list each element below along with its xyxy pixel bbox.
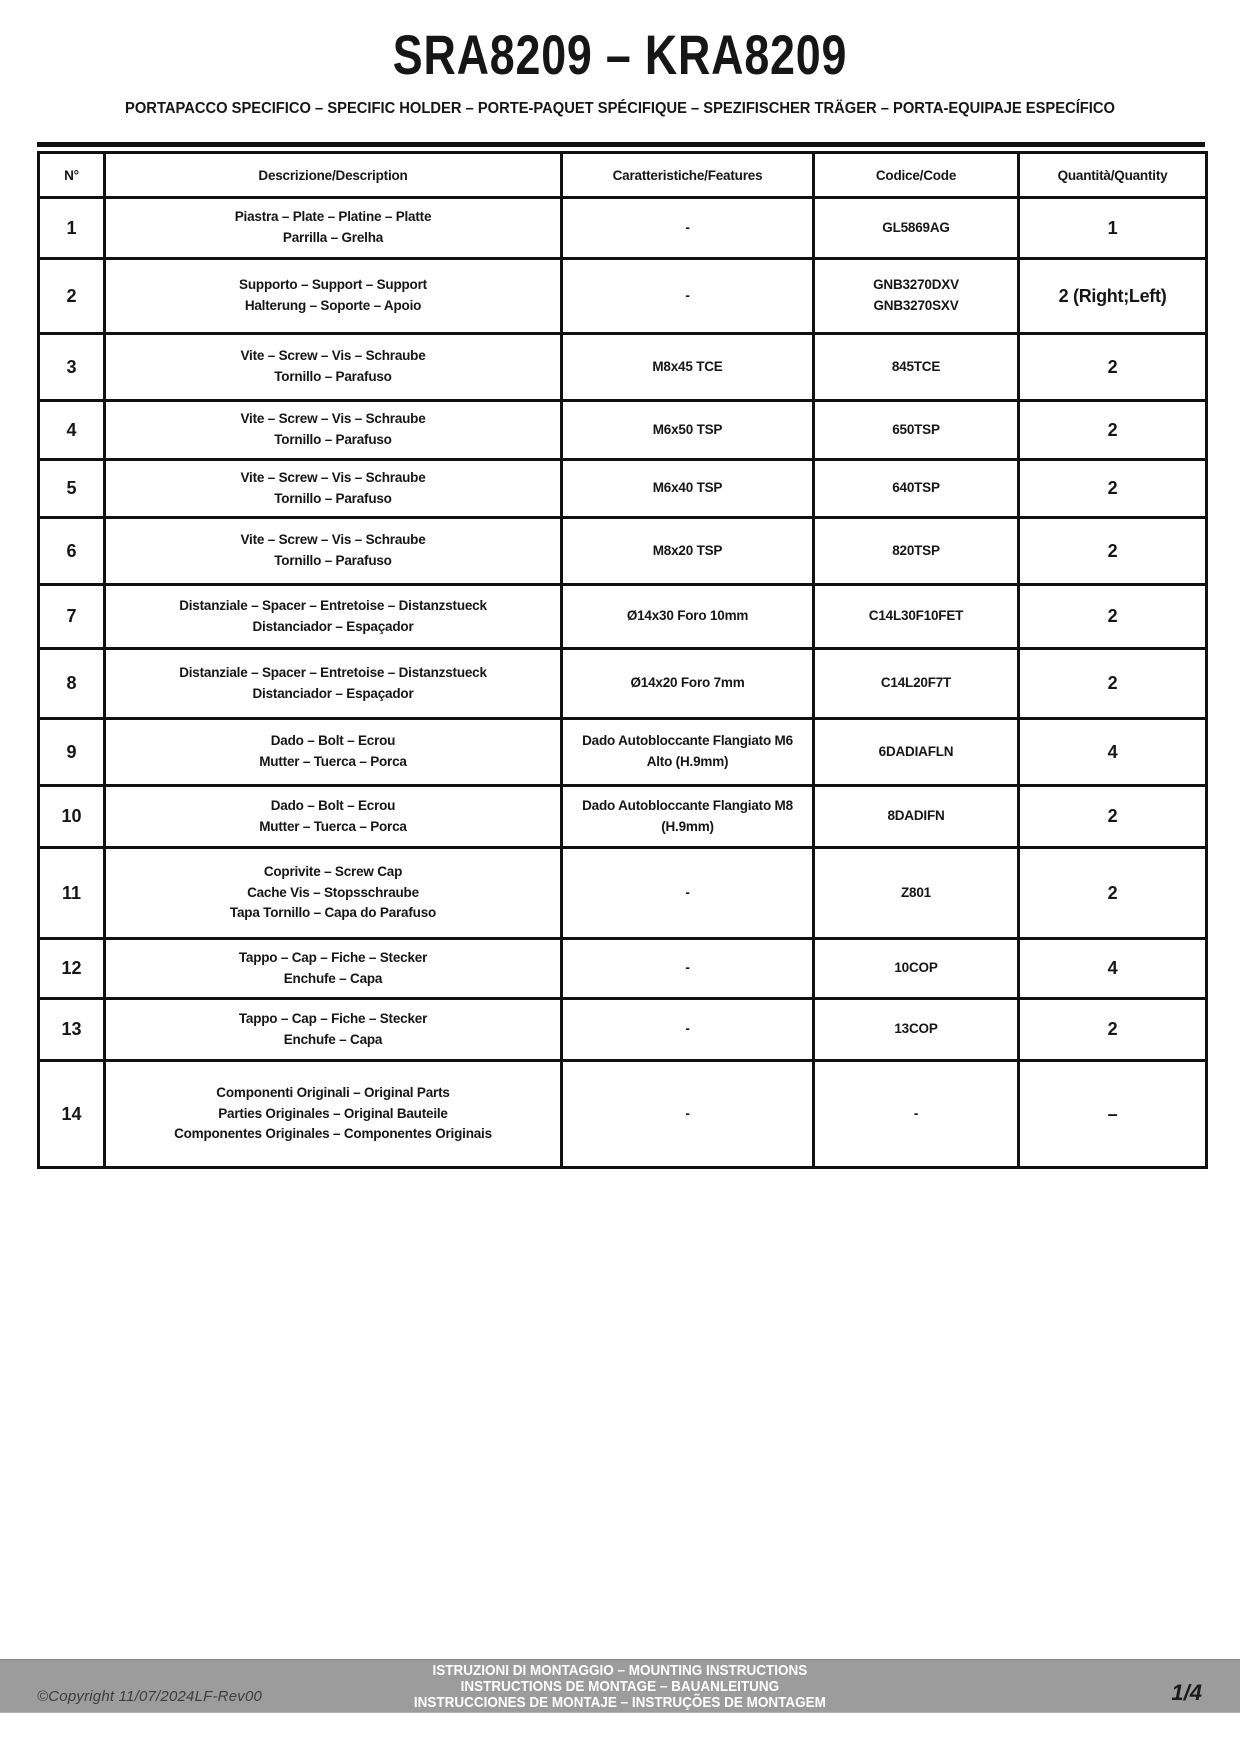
description-cell-line: Componenti Originali – Original Parts bbox=[216, 1084, 450, 1100]
features-cell-line: Dado Autobloccante Flangiato M8 bbox=[582, 797, 793, 813]
code-cell-line: 6DADIAFLN bbox=[878, 743, 954, 759]
features-cell bbox=[562, 585, 814, 649]
description-cell-line: Mutter – Tuerca – Porca bbox=[259, 818, 407, 834]
code-cell bbox=[814, 1061, 1019, 1168]
description-cell-line: Componentes Originales – Componentes Originais bbox=[174, 1126, 492, 1142]
table-row bbox=[39, 401, 1207, 460]
description-cell-line: Tornillo – Parafuso bbox=[274, 490, 392, 506]
quantity-cell: 1 bbox=[1019, 198, 1207, 259]
row-number-cell: 4 bbox=[39, 401, 105, 460]
features-cell-line: M8x45 TCE bbox=[652, 358, 723, 374]
description-cell-line: Distanciador – Espaçador bbox=[252, 618, 414, 634]
description-cell bbox=[105, 649, 562, 719]
quantity-cell: 2 bbox=[1019, 649, 1207, 719]
code-cell-line: - bbox=[913, 1105, 919, 1121]
description-cell-line: Tornillo – Parafuso bbox=[274, 432, 392, 447]
code-cell bbox=[814, 460, 1019, 518]
code-cell bbox=[814, 786, 1019, 848]
description-cell-line: Vite – Screw – Vis – Schraube bbox=[240, 348, 426, 364]
page-subtitle-text: PORTAPACCO SPECIFICO – SPECIFIC HOLDER – PORTE-PAQUET SPÉCIFIQUE – SPEZIFISCHER TRÄGER – PORTA-EQUIPAJE ESPECÍFICO bbox=[125, 100, 1115, 117]
features-cell-line: (H.9mm) bbox=[661, 818, 714, 834]
code-cell-line: 13COP bbox=[894, 1021, 938, 1037]
column-header-code: Codice/Code bbox=[814, 153, 1019, 198]
table-row bbox=[39, 719, 1207, 786]
code-cell-line: 640TSP bbox=[892, 480, 940, 496]
page-subtitle bbox=[0, 100, 1240, 118]
description-cell bbox=[105, 719, 562, 786]
parts-table bbox=[37, 151, 1208, 1169]
features-cell bbox=[562, 518, 814, 585]
quantity-cell: 2 bbox=[1019, 460, 1207, 518]
column-header-quantity: Quantità/Quantity bbox=[1019, 153, 1207, 198]
row-number-cell: 10 bbox=[39, 786, 105, 848]
table-row bbox=[39, 999, 1207, 1061]
row-number-cell: 3 bbox=[39, 334, 105, 401]
description-cell-line: Vite – Screw – Vis – Schraube bbox=[240, 469, 426, 485]
row-number-cell: 11 bbox=[39, 848, 105, 939]
code-cell bbox=[814, 259, 1019, 334]
parts-table-body bbox=[39, 198, 1207, 1168]
features-cell-line: - bbox=[685, 884, 690, 900]
description-cell-line: Distanziale – Spacer – Entretoise – Distanzstueck bbox=[179, 664, 487, 680]
description-cell bbox=[105, 460, 562, 518]
quantity-cell: 2 bbox=[1019, 585, 1207, 649]
description-cell-line: Piastra – Plate – Platine – Platte bbox=[234, 209, 432, 225]
quantity-cell: 4 bbox=[1019, 719, 1207, 786]
code-cell bbox=[814, 334, 1019, 401]
features-cell bbox=[562, 719, 814, 786]
row-number-cell: 7 bbox=[39, 585, 105, 649]
description-cell-line: Coprivite – Screw Cap bbox=[263, 863, 403, 879]
description-cell bbox=[105, 848, 562, 939]
quantity-cell: 2 bbox=[1019, 518, 1207, 585]
code-cell-line: 10COP bbox=[894, 960, 938, 976]
features-cell bbox=[562, 198, 814, 259]
description-cell bbox=[105, 786, 562, 848]
code-cell-line: 650TSP bbox=[892, 421, 940, 437]
features-cell-line: Alto (H.9mm) bbox=[646, 754, 729, 769]
page-title-text: SRA8209 – KRA8209 bbox=[392, 23, 848, 86]
table-row bbox=[39, 585, 1207, 649]
row-number-cell: 6 bbox=[39, 518, 105, 585]
row-number-cell: 5 bbox=[39, 460, 105, 518]
page-number: 1/4 bbox=[1171, 1680, 1202, 1705]
code-cell bbox=[814, 999, 1019, 1061]
row-number-cell: 14 bbox=[39, 1061, 105, 1168]
features-cell-line: - bbox=[685, 1105, 690, 1121]
description-cell bbox=[105, 198, 562, 259]
features-cell bbox=[562, 334, 814, 401]
description-cell bbox=[105, 401, 562, 460]
table-row bbox=[39, 460, 1207, 518]
code-cell-line: Z801 bbox=[901, 884, 931, 900]
table-row bbox=[39, 939, 1207, 999]
code-cell-line: GNB3270DXV bbox=[873, 277, 959, 293]
code-cell-line: C14L30F10FET bbox=[868, 608, 964, 624]
quantity-cell: 2 bbox=[1019, 401, 1207, 460]
quantity-cell: – bbox=[1019, 1061, 1207, 1168]
description-cell-line: Supporto – Support – Support bbox=[239, 277, 427, 293]
description-cell bbox=[105, 999, 562, 1061]
quantity-cell: 2 bbox=[1019, 334, 1207, 401]
features-cell-line: M8x20 TSP bbox=[652, 542, 723, 558]
description-cell-line: Dado – Bolt – Ecrou bbox=[270, 733, 396, 749]
copyright-text: ©Copyright 11/07/2024LF-Rev00 bbox=[37, 1688, 263, 1705]
footer-instructions-text bbox=[414, 1663, 826, 1711]
description-cell-line: Distanziale – Spacer – Entretoise – Distanzstueck bbox=[179, 597, 487, 613]
quantity-cell: 2 bbox=[1019, 848, 1207, 939]
footer-line: ISTRUZIONI DI MONTAGGIO – MOUNTING INSTRUCTIONS bbox=[432, 1662, 808, 1679]
description-cell-line: Tappo – Cap – Fiche – Stecker bbox=[238, 1010, 428, 1026]
features-cell-line: - bbox=[685, 960, 690, 976]
features-cell-line: Ø14x20 Foro 7mm bbox=[630, 675, 745, 691]
features-cell-line: Ø14x30 Foro 10mm bbox=[626, 608, 749, 624]
description-cell-line: Vite – Screw – Vis – Schraube bbox=[240, 532, 426, 548]
description-cell-line: Vite – Screw – Vis – Schraube bbox=[240, 411, 426, 427]
features-cell-line: Dado Autobloccante Flangiato M6 bbox=[582, 733, 793, 749]
features-cell-line: - bbox=[685, 1021, 690, 1037]
features-cell bbox=[562, 939, 814, 999]
row-number-cell: 9 bbox=[39, 719, 105, 786]
page-title bbox=[0, 22, 1240, 87]
features-cell-line: M6x50 TSP bbox=[652, 421, 723, 437]
features-cell-line: - bbox=[685, 219, 690, 235]
quantity-cell: 2 (Right;Left) bbox=[1019, 259, 1207, 334]
table-row bbox=[39, 649, 1207, 719]
code-cell-line: 845TCE bbox=[891, 358, 941, 374]
description-cell-line: Enchufe – Capa bbox=[283, 970, 383, 986]
features-cell bbox=[562, 786, 814, 848]
parts-table-header bbox=[39, 153, 1207, 198]
description-cell-line: Parties Originales – Original Bauteile bbox=[218, 1105, 448, 1121]
quantity-cell: 2 bbox=[1019, 999, 1207, 1061]
features-cell-line: M6x40 TSP bbox=[652, 480, 723, 496]
description-cell-line: Tornillo – Parafuso bbox=[274, 369, 392, 384]
features-cell-line: - bbox=[685, 287, 690, 303]
row-number-cell: 2 bbox=[39, 259, 105, 334]
description-cell-line: Dado – Bolt – Ecrou bbox=[270, 797, 396, 813]
code-cell bbox=[814, 848, 1019, 939]
code-cell-line: GL5869AG bbox=[882, 219, 950, 235]
code-cell bbox=[814, 198, 1019, 259]
divider-rule bbox=[37, 142, 1205, 147]
code-cell-line: GNB3270SXV bbox=[873, 298, 959, 313]
row-number-cell: 1 bbox=[39, 198, 105, 259]
row-number-cell: 13 bbox=[39, 999, 105, 1061]
features-cell bbox=[562, 460, 814, 518]
quantity-cell: 4 bbox=[1019, 939, 1207, 999]
description-cell-line: Enchufe – Capa bbox=[283, 1031, 383, 1047]
row-number-cell: 8 bbox=[39, 649, 105, 719]
code-cell bbox=[814, 939, 1019, 999]
code-cell-line: 820TSP bbox=[892, 542, 940, 558]
description-cell bbox=[105, 334, 562, 401]
table-row bbox=[39, 848, 1207, 939]
description-cell-line: Parrilla – Grelha bbox=[282, 230, 384, 245]
column-header-description: Descrizione/Description bbox=[105, 153, 562, 198]
footer-line: INSTRUCCIONES DE MONTAJE – INSTRUÇÕES DE MONTAGEM bbox=[413, 1694, 827, 1711]
features-cell bbox=[562, 1061, 814, 1168]
table-row bbox=[39, 259, 1207, 334]
header-row bbox=[39, 153, 1207, 198]
table-row bbox=[39, 334, 1207, 401]
features-cell bbox=[562, 999, 814, 1061]
code-cell bbox=[814, 649, 1019, 719]
table-row bbox=[39, 1061, 1207, 1168]
code-cell bbox=[814, 401, 1019, 460]
code-cell-line: C14L20F7T bbox=[880, 675, 952, 691]
description-cell-line: Tapa Tornillo – Capa do Parafuso bbox=[229, 905, 437, 921]
description-cell bbox=[105, 259, 562, 334]
features-cell bbox=[562, 259, 814, 334]
column-header-features: Caratteristiche/Features bbox=[562, 153, 814, 198]
description-cell bbox=[105, 939, 562, 999]
table-row bbox=[39, 518, 1207, 585]
table-row bbox=[39, 198, 1207, 259]
description-cell-line: Distanciador – Espaçador bbox=[252, 685, 414, 701]
footer-bar bbox=[0, 1659, 1240, 1713]
row-number-cell: 12 bbox=[39, 939, 105, 999]
footer-line: INSTRUCTIONS DE MONTAGE – BAUANLEITUNG bbox=[460, 1678, 780, 1695]
description-cell-line: Halterung – Soporte – Apoio bbox=[244, 298, 422, 313]
description-cell-line: Cache Vis – Stopsschraube bbox=[247, 884, 419, 900]
features-cell bbox=[562, 848, 814, 939]
description-cell bbox=[105, 518, 562, 585]
description-cell-line: Tappo – Cap – Fiche – Stecker bbox=[238, 949, 428, 965]
description-cell bbox=[105, 585, 562, 649]
quantity-cell: 2 bbox=[1019, 786, 1207, 848]
description-cell bbox=[105, 1061, 562, 1168]
code-cell bbox=[814, 518, 1019, 585]
column-header-number: N° bbox=[39, 153, 105, 198]
description-cell-line: Mutter – Tuerca – Porca bbox=[259, 754, 407, 769]
table-row bbox=[39, 786, 1207, 848]
features-cell bbox=[562, 401, 814, 460]
features-cell bbox=[562, 649, 814, 719]
description-cell-line: Tornillo – Parafuso bbox=[274, 553, 392, 568]
code-cell bbox=[814, 719, 1019, 786]
code-cell bbox=[814, 585, 1019, 649]
code-cell-line: 8DADIFN bbox=[887, 808, 945, 824]
